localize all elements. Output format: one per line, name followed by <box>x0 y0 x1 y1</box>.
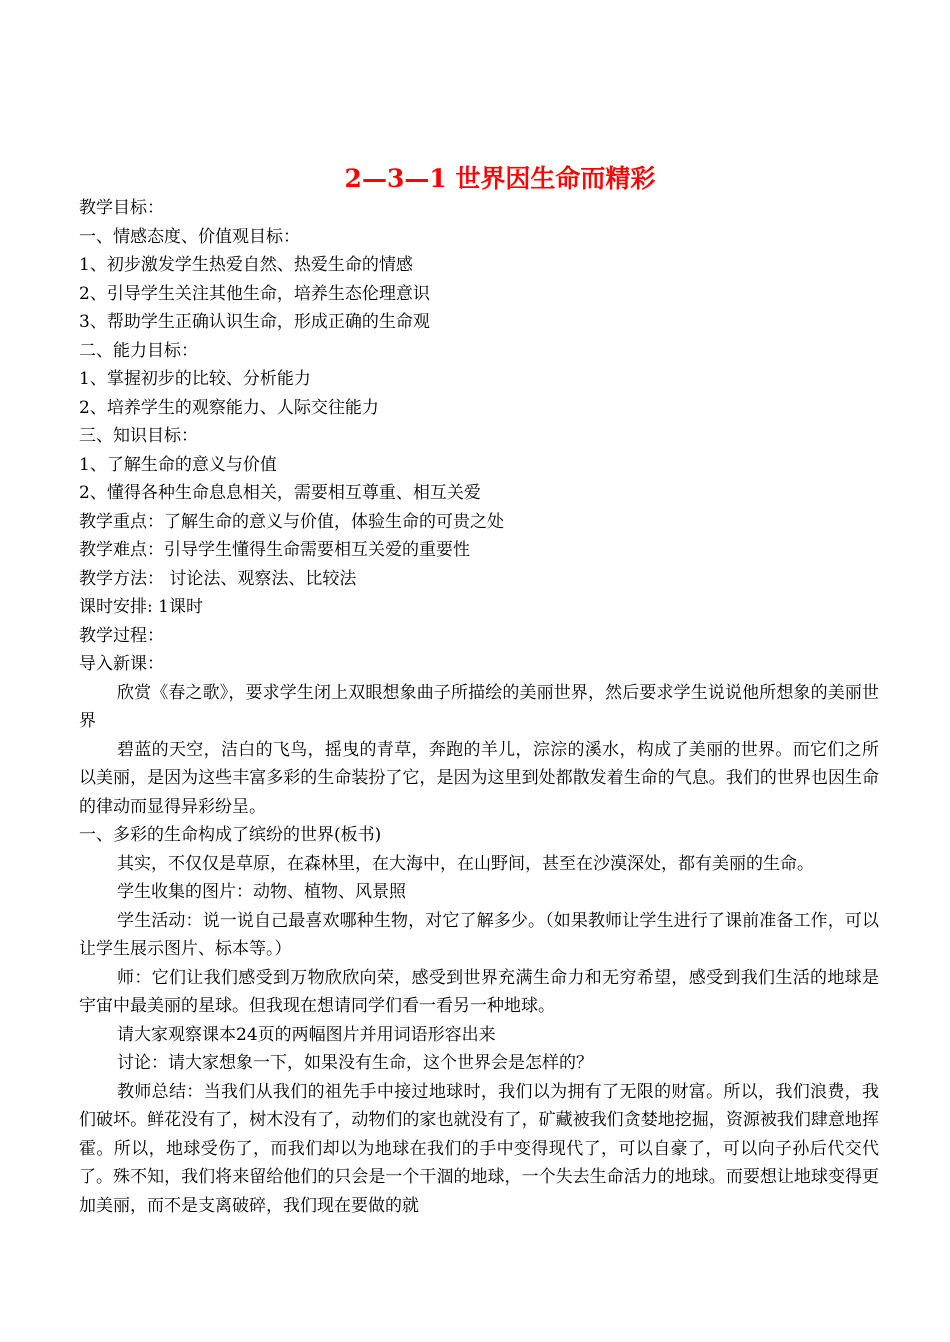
goal-heading-knowledge: 三、知识目标： <box>79 426 198 446</box>
paragraph: 其实，不仅仅是草原，在森林里，在大海中，在山野间，甚至在沙漠深处，都有美丽的生命。 <box>117 853 814 874</box>
goal-item: 1、了解生命的意义与价值 <box>79 454 277 475</box>
section-label-teaching-goals: 教学目标： <box>79 198 164 218</box>
class-schedule: 课时安排: 1课时 <box>79 597 203 617</box>
goal-item: 1、初步激发学生热爱自然、热爱生命的情感 <box>79 255 413 275</box>
teaching-process-label: 教学过程： <box>79 625 164 646</box>
goal-item: 3、帮助学生正确认识生命，形成正确的生命观 <box>79 312 430 332</box>
goal-heading-ability: 二、能力目标： <box>79 340 198 361</box>
paragraph: 师：它们让我们感受到万物欣欣向荣，感受到世界充满生命力和无穷希望，感受到我们生活的地球是宇宙中最美丽的星球。但我现在想请同学们看一看另一种地球。 <box>79 967 879 1016</box>
goal-item: 1、掌握初步的比较、分析能力 <box>79 369 311 389</box>
paragraph: 请大家观察课本24页的两幅图片并用词语形容出来 <box>117 1024 496 1045</box>
goal-item: 2、引导学生关注其他生命，培养生态伦理意识 <box>79 283 430 304</box>
paragraph: 学生活动：说一说自己最喜欢哪种生物，对它了解多少。（如果教师让学生进行了课前准备工作，可以让学生展示图片、标本等。） <box>79 910 879 959</box>
lesson-intro-label: 导入新课： <box>79 654 164 674</box>
goal-item: 2、懂得各种生命息息相关，需要相互尊重、相互关爱 <box>79 483 481 503</box>
section-heading: 一、多彩的生命构成了缤纷的世界(板书) <box>79 825 382 845</box>
teaching-difficulty: 教学难点：引导学生懂得生命需要相互关爱的重要性 <box>79 540 470 560</box>
goal-heading-emotion: 一、情感态度、价值观目标： <box>79 226 300 247</box>
paragraph: 教师总结：当我们从我们的祖先手中接过地球时，我们以为拥有了无限的财富。所以，我们浪费，我们破坏。鲜花没有了，树木没有了，动物们的家也就没有了，矿藏被我们贪婪地挖掘，资源被我们肆意地挥霍。所以，地球受伤了，而我们却以为地球在我们的手中变得现代了，可以自豪了，可以向子孙后代交代了。殊不知，我们将来留给他们的只会是一个干涸的地球，一个失去生命活力的地球。而要想让地球变得更加美丽，而不是支离破碎，我们现在要做的就 <box>79 1081 879 1216</box>
paragraph: 学生收集的图片：动物、植物、风景照 <box>117 882 406 902</box>
paragraph: 欣赏《春之歌》，要求学生闭上双眼想象曲子所描绘的美丽世界，然后要求学生说说他所想象的美丽世界 <box>79 682 879 731</box>
teaching-method: 教学方法： 讨论法、观察法、比较法 <box>79 568 357 589</box>
paragraph: 碧蓝的天空，洁白的飞鸟，摇曳的青草，奔跑的羊儿，淙淙的溪水，构成了美丽的世界。而它们之所以美丽，是因为这些丰富多彩的生命装扮了它，是因为这里到处都散发着生命的气息。我们的世界也因生命的律动而显得异彩纷呈。 <box>79 739 879 817</box>
goal-item: 2、培养学生的观察能力、人际交往能力 <box>79 397 379 418</box>
teaching-key-point: 教学重点：了解生命的意义与价值，体验生命的可贵之处 <box>79 511 504 532</box>
paragraph: 讨论：请大家想象一下，如果没有生命，这个世界会是怎样的？ <box>117 1053 593 1073</box>
document-body <box>79 194 879 1220</box>
document-title: 2—3—1 世界因生命而精彩 <box>344 164 656 193</box>
